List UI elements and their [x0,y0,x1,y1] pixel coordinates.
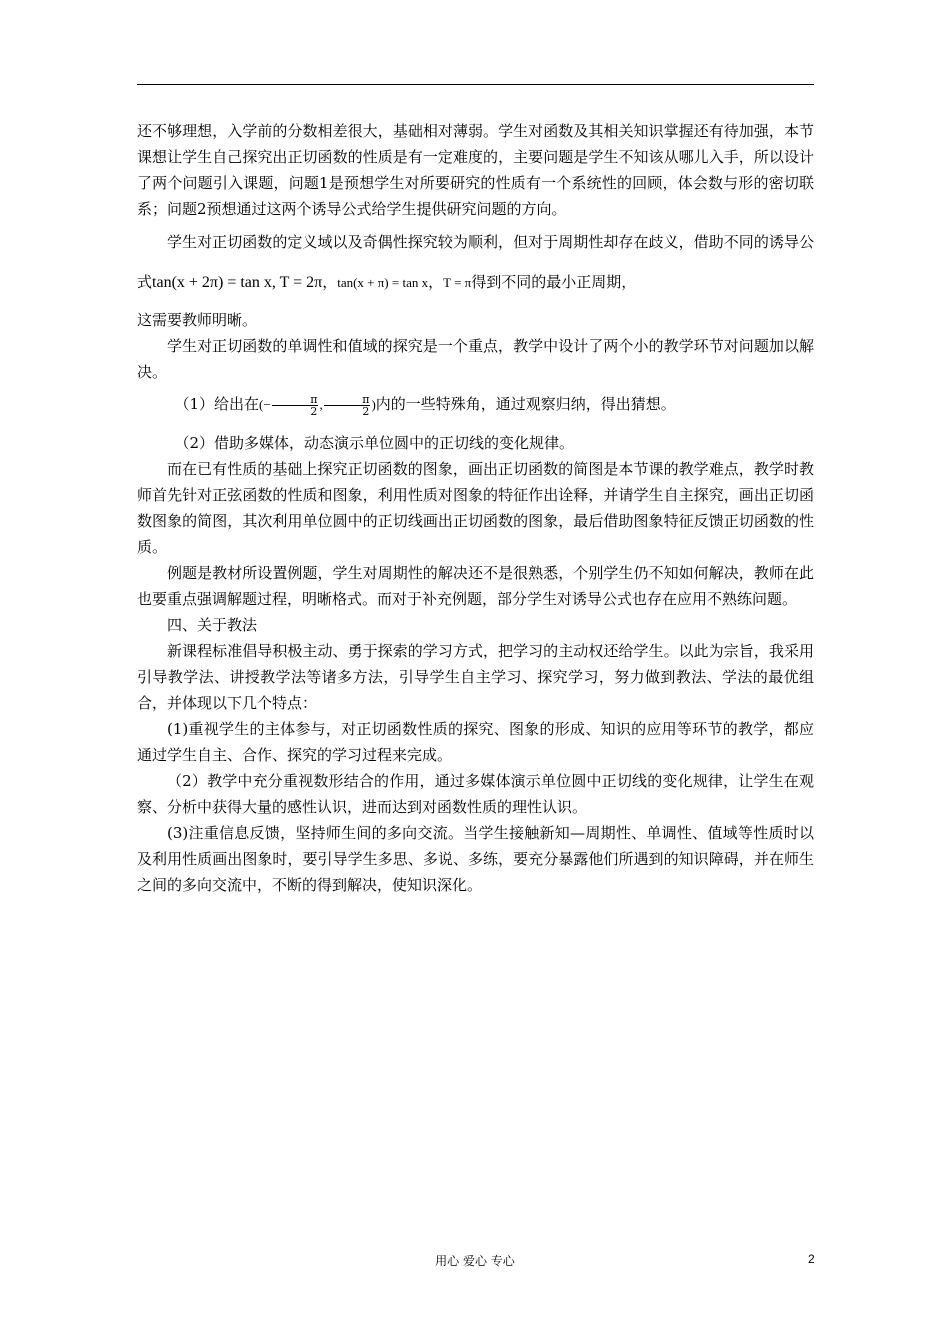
formula-separator: ， [322,273,338,291]
document-body [137,118,814,898]
paragraph-2 [137,222,814,303]
paragraph-4: 而在已有性质的基础上探究正切函数的图象，画出正切函数的简图是本节课的教学难点，教学时教师首先针对正弦函数的性质和图象，利用性质对图象的特征作出诠释，并请学生自主探究，画出正切函数图象的简图，其次利用单位圆中的正切线画出正切函数的图象，最后借助图象特征反馈正切函数的性质。 [137,460,814,556]
list-item-2: （2）借助多媒体，动态演示单位圆中的正切线的变化规律。 [174,434,575,452]
header-rule [137,84,814,85]
paragraph-5: 例题是教材所设置例题，学生对周期性的解决还不是很熟悉，个别学生仍不知如何解决，教师在此也要重点强调解题过程，明晰格式。而对于补充例题，部分学生对诱导公式也存在应用不熟练问题。 [137,564,814,608]
page-number: 2 [808,1252,815,1266]
page-footer [0,1252,950,1272]
footer-motto: 用心 爱心 专心 [435,1254,515,1268]
fraction-denominator: 2 [362,404,370,418]
fraction-denominator: 2 [310,404,318,418]
paragraph-7: (1)重视学生的主体参与，对正切函数性质的探究、图象的形成、知识的应用等环节的教学，都应通过学生自主、合作、探究的学习过程来完成。 [137,720,814,764]
interval-comma: , [319,397,323,412]
paragraph-6: 新课程标准倡导积极主动、勇于探索的学习方式，把学习的主动权还给学生。以此为宗旨，我采用引导教学法、讲授教学法等诸多方法，引导学生自主学习、探究学习，努力做到教法、学法的最优组合，并体现以下几个特点： [137,642,814,712]
paragraph-2-text: 学生对正切函数的定义域以及奇偶性探究较为顺利，但对于周期性却存在歧义，借助不同的诱导公式 [137,233,814,291]
fraction-pi-over-2 [272,394,319,417]
interval-close: ) [371,397,376,412]
paragraph-9: (3)注重信息反馈，坚持师生间的多向交流。当学生接触新知—周期性、单调性、值域等性质时以及利用性质画出图象时，要引导学生多思、多说、多练，要充分暴露他们所遇到的知识障碍，并在师生之间的多向交流中，不断的得到解决，使知识深化。 [137,824,814,894]
paragraph-3: 学生对正切函数的单调性和值域的探究是一个重点，教学中设计了两个小的教学环节对问题加以解决。 [137,337,814,381]
formula-tan-pi: tan(x + π) = tan x [337,275,429,290]
fraction-pi-over-2 [324,394,371,417]
list-item-1-suffix: 内的一些特殊角，通过观察归纳，得出猜想。 [375,395,676,413]
fraction-numerator: π [324,394,371,406]
paragraph-8: （2）教学中充分重视数形结合的作用，通过多媒体演示单位圆中正切线的变化规律，让学生在观察、分析中获得大量的感性认识，进而达到对函数性质的理性认识。 [137,772,814,816]
paragraph-2-continuation: 这需要教师明晰。 [137,311,258,329]
section-heading-4: 四、关于教法 [167,616,258,634]
formula-tan-2pi: tan(x + 2π) = tan x, T = 2π [152,274,323,291]
formula-separator: ， [428,273,444,291]
paragraph-1: 还不够理想，入学前的分数相差很大，基础相对薄弱。学生对函数及其相关知识掌握还有待加强，本节课想让学生自己探究出正切函数的性质是有一定难度的，主要问题是学生不知该从哪儿入手，所以设计了两个问题引入课题，问题1是预想学生对所要研究的性质有一个系统性的回顾，体会数与形的密切联系；问题2预想通过这两个诱导公式给学生提供研究问题的方向。 [137,122,814,218]
list-item-1-prefix: （1）给出在 [174,395,260,413]
formula-period-pi: T = π [443,275,472,290]
interval-open: (− [259,397,271,412]
formula-trailing-text: 得到不同的最小正周期， [471,273,637,291]
fraction-numerator: π [272,394,319,406]
list-item-1 [137,385,814,424]
